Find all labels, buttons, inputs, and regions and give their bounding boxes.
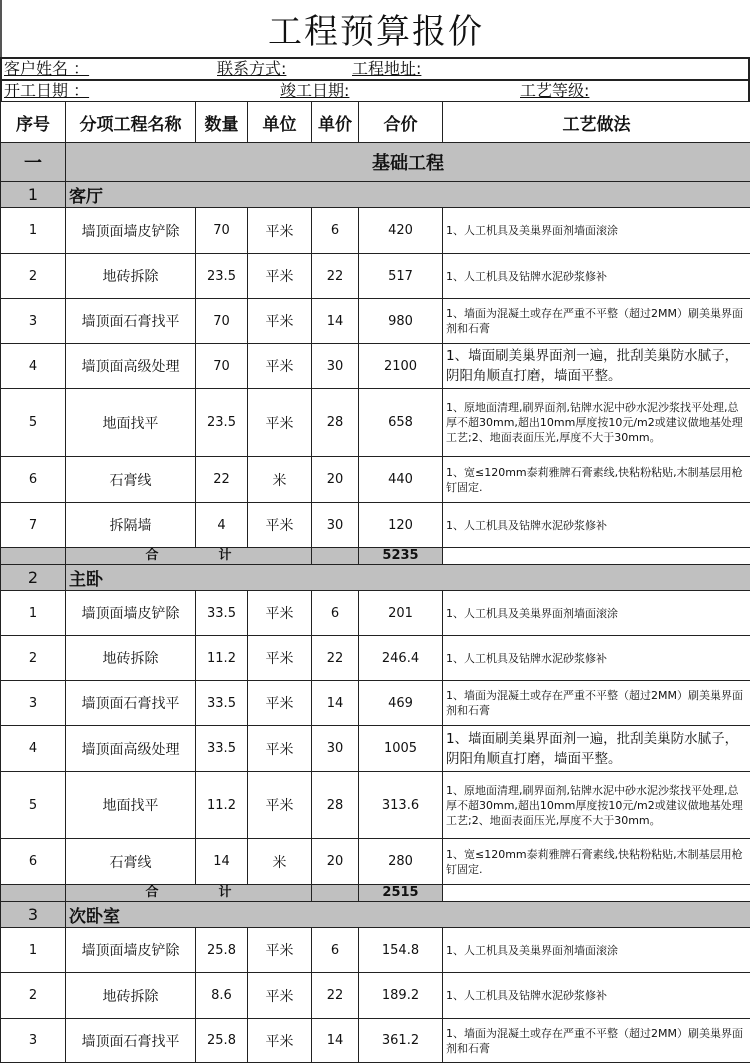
start-date-label: 开工日期 ： [4, 81, 89, 101]
row-index: 1 [1, 591, 66, 636]
budget-table [0, 101, 750, 1063]
amount: 280 [359, 839, 443, 885]
grade-label: 工艺等级: [520, 81, 589, 101]
row-index: 4 [1, 344, 66, 389]
row-index: 5 [1, 772, 66, 839]
unit: 平米 [248, 726, 312, 772]
quantity: 33.5 [196, 591, 248, 636]
method-description: 1、墙面为混凝土或存在严重不平整（超过2MM）刷美巢界面剂和石膏 [443, 299, 750, 344]
unit: 平米 [248, 299, 312, 344]
unit-price: 6 [312, 928, 359, 973]
method-description: 1、人工机具及钻牌水泥砂浆修补 [443, 254, 750, 299]
amount: 658 [359, 389, 443, 457]
method-description: 1、墙面为混凝土或存在严重不平整（超过2MM）刷美巢界面剂和石膏 [443, 681, 750, 726]
quantity: 25.8 [196, 928, 248, 973]
method-description: 1、原地面清理,刷界面剂,钻牌水泥中砂水泥沙浆找平处理,总厚不超30mm,超出10mm厚度按10元/m2或建议做地基处理工艺;2、地面表面压光,厚度不大于30mm。 [443, 389, 750, 457]
method-description: 1、宽≤120mm泰莉雅牌石膏素线,快粘粉粘贴,木制基层用枪钉固定. [443, 839, 750, 885]
unit: 平米 [248, 254, 312, 299]
group-row [1, 565, 750, 591]
table-row [1, 503, 750, 548]
unit: 平米 [248, 591, 312, 636]
table-row [1, 839, 750, 885]
header-quantity: 数量 [196, 102, 248, 143]
info-row-2 [0, 79, 750, 101]
section-row [1, 143, 750, 182]
subtotal-label-2: 计 [219, 885, 232, 900]
method-description: 1、人工机具及钻牌水泥砂浆修补 [443, 636, 750, 681]
item-name: 地砖拆除 [66, 254, 196, 299]
amount: 517 [359, 254, 443, 299]
item-name: 墙顶面高级处理 [66, 726, 196, 772]
item-name: 墙顶面石膏找平 [66, 681, 196, 726]
row-index: 2 [1, 254, 66, 299]
row-index: 3 [1, 681, 66, 726]
unit-price: 30 [312, 344, 359, 389]
subtotal-label-1: 合 [145, 548, 158, 563]
group-index: 1 [1, 182, 66, 208]
section-index: 一 [1, 143, 66, 182]
row-index: 5 [1, 389, 66, 457]
subtotal-label [66, 548, 312, 565]
unit: 米 [248, 457, 312, 503]
subtotal-label [66, 885, 312, 902]
table-row [1, 389, 750, 457]
quantity: 33.5 [196, 726, 248, 772]
amount: 2100 [359, 344, 443, 389]
unit: 平米 [248, 772, 312, 839]
unit-price: 14 [312, 681, 359, 726]
amount: 361.2 [359, 1019, 443, 1063]
unit-price: 22 [312, 636, 359, 681]
table-row [1, 772, 750, 839]
header-row [1, 102, 750, 143]
unit: 平米 [248, 389, 312, 457]
table-row [1, 636, 750, 681]
item-name: 地砖拆除 [66, 973, 196, 1019]
unit: 平米 [248, 928, 312, 973]
quantity: 22 [196, 457, 248, 503]
unit: 米 [248, 839, 312, 885]
unit-price: 6 [312, 208, 359, 254]
table-row [1, 457, 750, 503]
header-index: 序号 [1, 102, 66, 143]
table-row [1, 973, 750, 1019]
group-name: 客厅 [66, 182, 750, 208]
quantity: 4 [196, 503, 248, 548]
method-description: 1、人工机具及美巢界面剂墙面滚涂 [443, 208, 750, 254]
section-name: 基础工程 [66, 143, 750, 182]
subtotal-blank [443, 548, 750, 565]
amount: 980 [359, 299, 443, 344]
method-description: 1、墙面为混凝土或存在严重不平整（超过2MM）刷美巢界面剂和石膏 [443, 1019, 750, 1063]
amount: 246.4 [359, 636, 443, 681]
row-index: 1 [1, 208, 66, 254]
unit-price: 30 [312, 726, 359, 772]
unit-price: 20 [312, 457, 359, 503]
unit: 平米 [248, 208, 312, 254]
header-unit-price: 单价 [312, 102, 359, 143]
unit-price: 30 [312, 503, 359, 548]
quantity: 23.5 [196, 389, 248, 457]
item-name: 地砖拆除 [66, 636, 196, 681]
table-row [1, 928, 750, 973]
amount: 189.2 [359, 973, 443, 1019]
row-index: 4 [1, 726, 66, 772]
amount: 120 [359, 503, 443, 548]
row-index: 3 [1, 1019, 66, 1063]
method-description: 1、原地面清理,刷界面剂,钻牌水泥中砂水泥沙浆找平处理,总厚不超30mm,超出10mm厚度按10元/m2或建议做地基处理工艺;2、地面表面压光,厚度不大于30mm。 [443, 772, 750, 839]
quantity: 11.2 [196, 636, 248, 681]
row-index: 6 [1, 457, 66, 503]
item-name: 地面找平 [66, 772, 196, 839]
amount: 201 [359, 591, 443, 636]
item-name: 拆隔墙 [66, 503, 196, 548]
table-row [1, 1019, 750, 1063]
info-row-1 [0, 57, 750, 79]
amount: 154.8 [359, 928, 443, 973]
amount: 313.6 [359, 772, 443, 839]
unit: 平米 [248, 503, 312, 548]
group-row [1, 902, 750, 928]
row-index: 6 [1, 839, 66, 885]
table-row [1, 681, 750, 726]
method-description: 1、人工机具及美巢界面剂墙面滚涂 [443, 928, 750, 973]
amount: 440 [359, 457, 443, 503]
unit: 平米 [248, 636, 312, 681]
method-description: 1、人工机具及美巢界面剂墙面滚涂 [443, 591, 750, 636]
row-index: 2 [1, 636, 66, 681]
row-index: 2 [1, 973, 66, 1019]
unit-price: 28 [312, 389, 359, 457]
unit-price: 22 [312, 973, 359, 1019]
amount: 469 [359, 681, 443, 726]
table-row [1, 591, 750, 636]
item-name: 墙顶面墙皮铲除 [66, 591, 196, 636]
item-name: 墙顶面墙皮铲除 [66, 928, 196, 973]
table-row [1, 726, 750, 772]
row-index: 3 [1, 299, 66, 344]
unit: 平米 [248, 1019, 312, 1063]
quantity: 70 [196, 208, 248, 254]
item-name: 墙顶面石膏找平 [66, 299, 196, 344]
method-description: 1、人工机具及钻牌水泥砂浆修补 [443, 973, 750, 1019]
quantity: 70 [196, 344, 248, 389]
unit-price: 14 [312, 1019, 359, 1063]
row-index: 7 [1, 503, 66, 548]
subtotal-row [1, 548, 750, 565]
subtotal-blank [312, 548, 359, 565]
item-name: 墙顶面高级处理 [66, 344, 196, 389]
table-row [1, 208, 750, 254]
method-description: 1、墙面刷美巢界面剂一遍，批刮美巢防水腻子，阴阳角顺直打磨，墙面平整。 [443, 726, 750, 772]
group-index: 3 [1, 902, 66, 928]
subtotal-blank [443, 885, 750, 902]
quantity: 23.5 [196, 254, 248, 299]
quantity: 11.2 [196, 772, 248, 839]
table-row [1, 254, 750, 299]
group-row [1, 182, 750, 208]
item-name: 石膏线 [66, 839, 196, 885]
quantity: 25.8 [196, 1019, 248, 1063]
subtotal-amount: 5235 [359, 548, 443, 565]
method-description: 1、宽≤120mm泰莉雅牌石膏素线,快粘粉粘贴,木制基层用枪钉固定. [443, 457, 750, 503]
subtotal-label-1: 合 [145, 885, 158, 900]
quantity: 70 [196, 299, 248, 344]
amount: 1005 [359, 726, 443, 772]
customer-name-label: 客户姓名 ： [4, 59, 89, 79]
header-method: 工艺做法 [443, 102, 750, 143]
header-unit: 单位 [248, 102, 312, 143]
subtotal-blank [1, 548, 66, 565]
contact-label: 联系方式: [217, 59, 286, 79]
subtotal-row [1, 885, 750, 902]
group-name: 次卧室 [66, 902, 750, 928]
item-name: 墙顶面石膏找平 [66, 1019, 196, 1063]
unit: 平米 [248, 681, 312, 726]
item-name: 石膏线 [66, 457, 196, 503]
quantity: 14 [196, 839, 248, 885]
unit-price: 22 [312, 254, 359, 299]
unit: 平米 [248, 344, 312, 389]
unit: 平米 [248, 973, 312, 1019]
unit-price: 14 [312, 299, 359, 344]
group-name: 主卧 [66, 565, 750, 591]
item-name: 地面找平 [66, 389, 196, 457]
quantity: 33.5 [196, 681, 248, 726]
amount: 420 [359, 208, 443, 254]
unit-price: 28 [312, 772, 359, 839]
unit-price: 20 [312, 839, 359, 885]
address-label: 工程地址: [352, 59, 421, 79]
subtotal-label-2: 计 [219, 548, 232, 563]
end-date-label: 竣工日期: [280, 81, 349, 101]
subtotal-blank [1, 885, 66, 902]
method-description: 1、墙面刷美巢界面剂一遍，批刮美巢防水腻子，阴阳角顺直打磨，墙面平整。 [443, 344, 750, 389]
unit-price: 6 [312, 591, 359, 636]
quantity: 8.6 [196, 973, 248, 1019]
header-item-name: 分项工程名称 [66, 102, 196, 143]
group-index: 2 [1, 565, 66, 591]
subtotal-amount: 2515 [359, 885, 443, 902]
table-row [1, 299, 750, 344]
table-row [1, 344, 750, 389]
header-amount: 合价 [359, 102, 443, 143]
subtotal-blank [312, 885, 359, 902]
page-title: 工程预算报价 [0, 0, 750, 57]
row-index: 1 [1, 928, 66, 973]
item-name: 墙顶面墙皮铲除 [66, 208, 196, 254]
method-description: 1、人工机具及钻牌水泥砂浆修补 [443, 503, 750, 548]
